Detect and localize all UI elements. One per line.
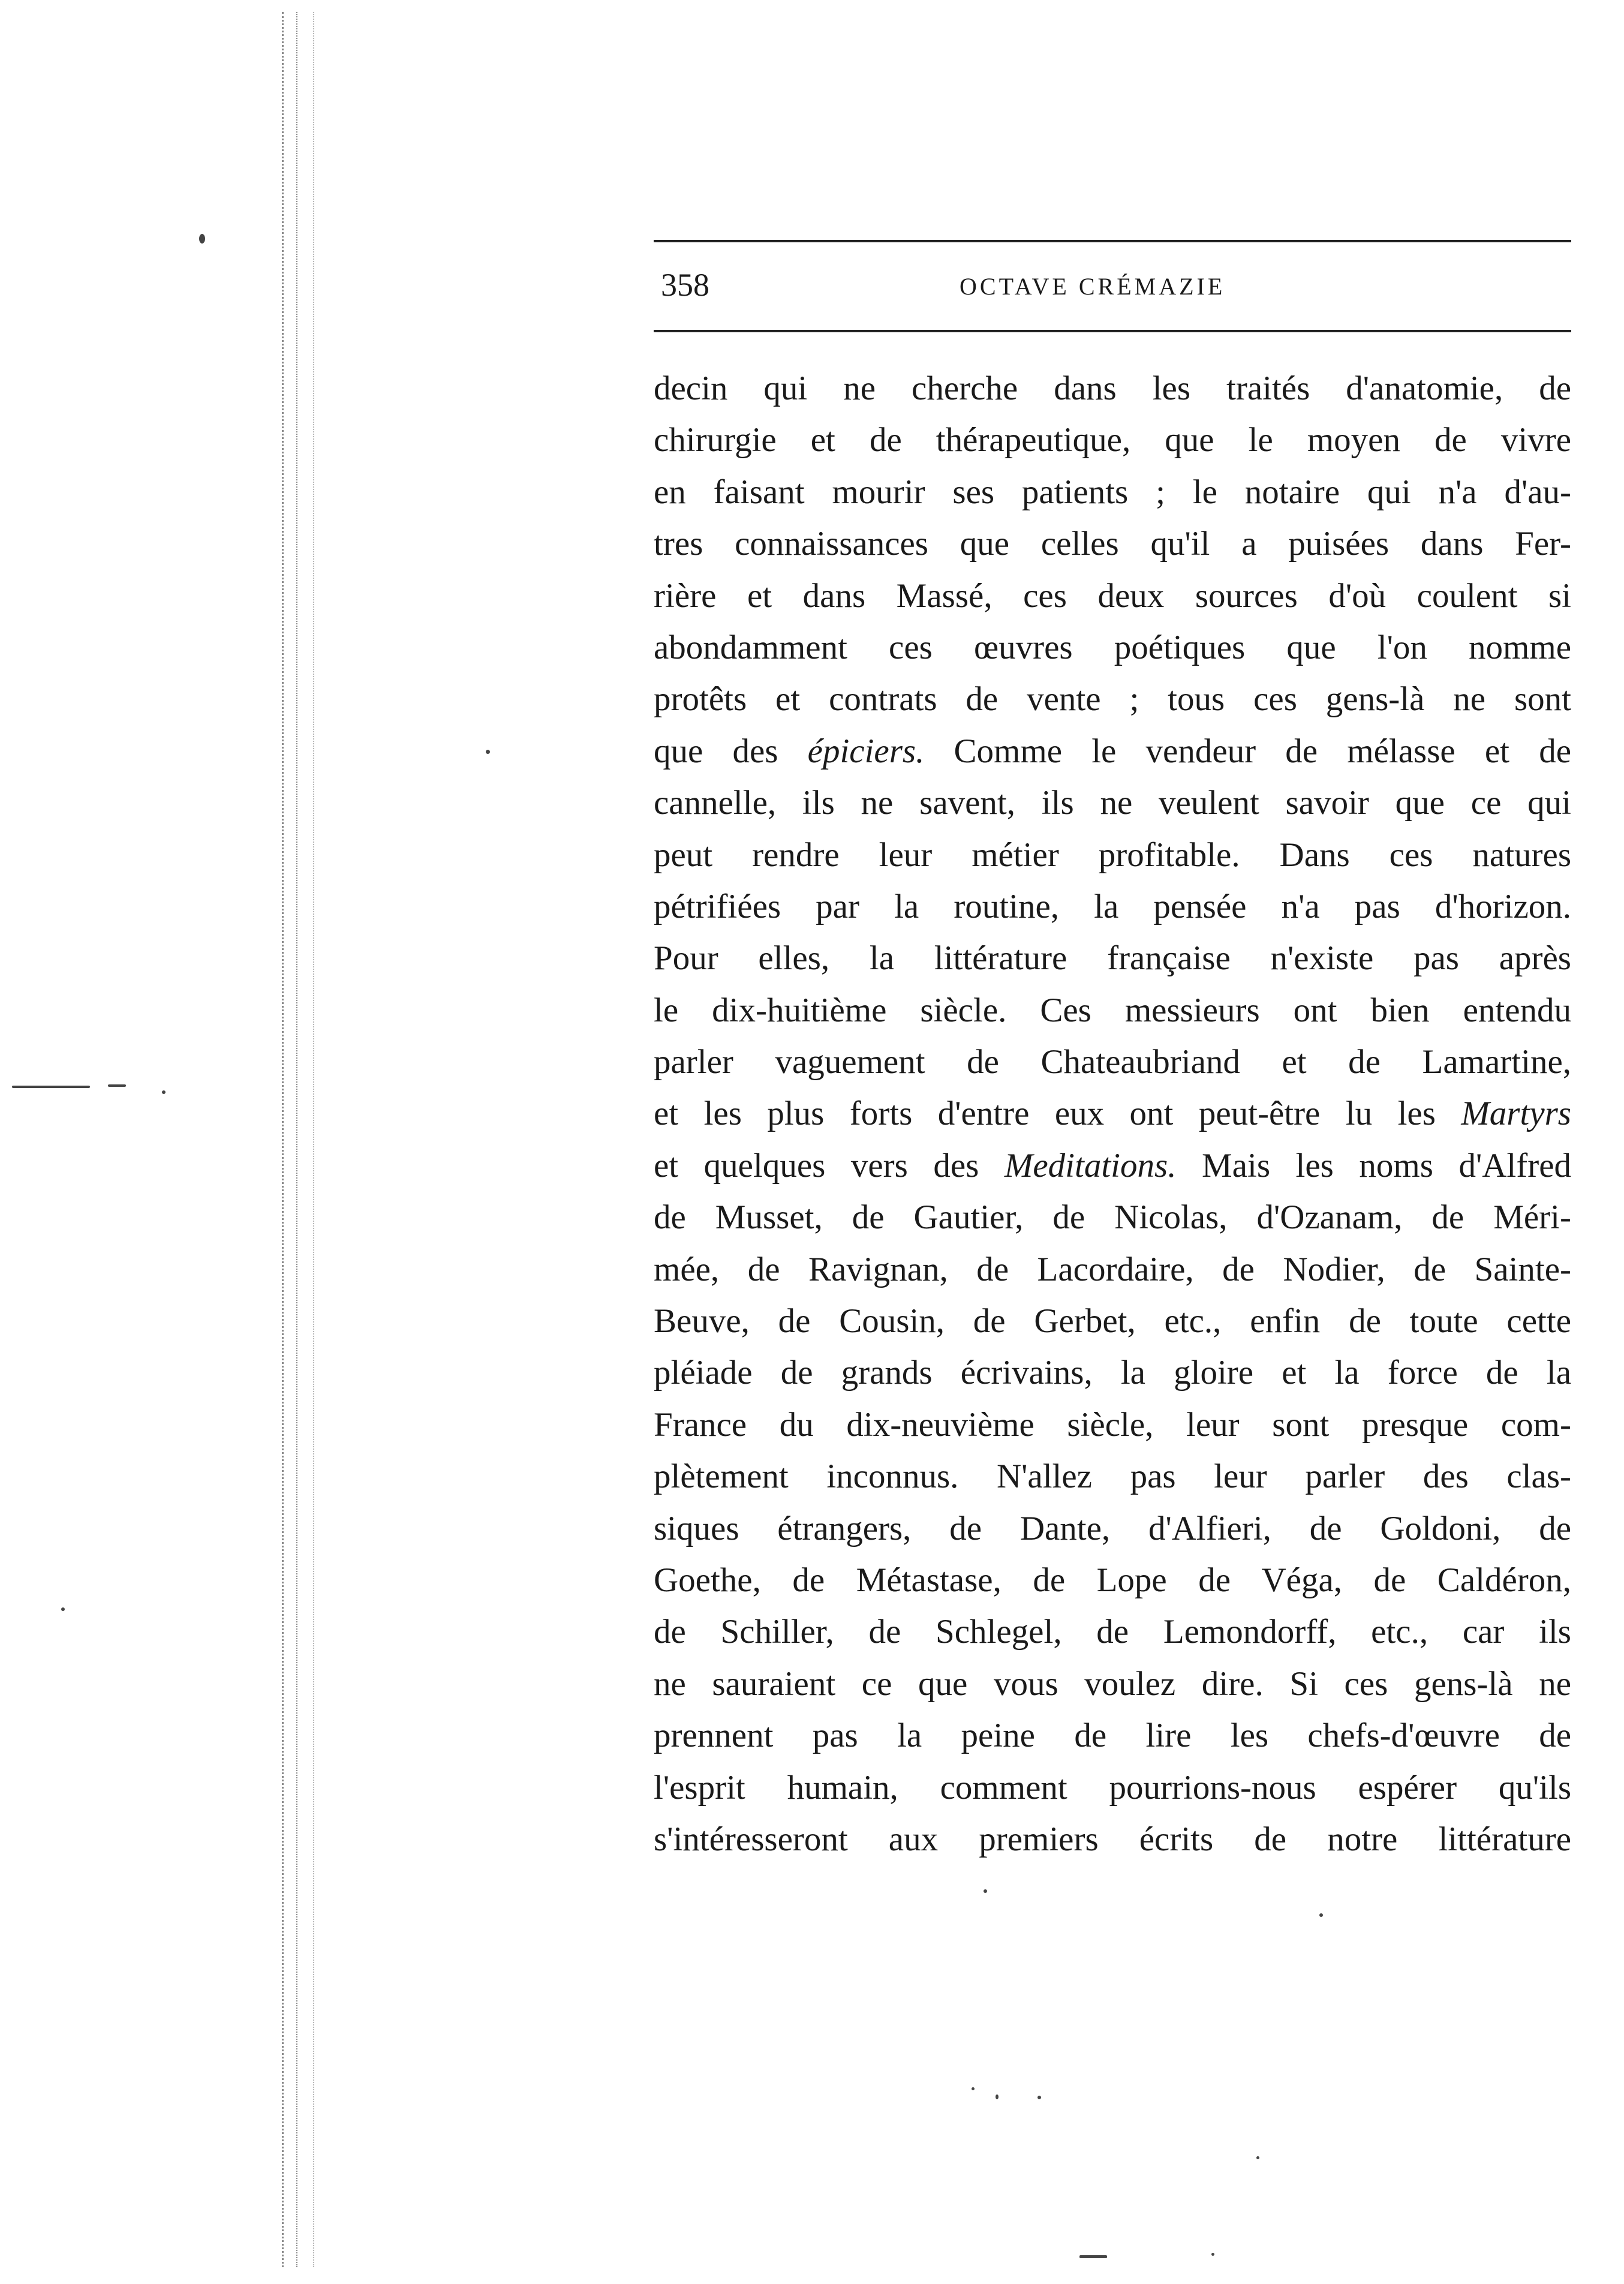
text-run: tres connaissances que celles qu'il a puisées dans Fer- xyxy=(654,525,1571,563)
text-run: protêts et contrats de vente ; tous ces gens-là ne sont xyxy=(654,680,1571,719)
text-line xyxy=(654,1555,1571,1606)
text-line xyxy=(654,985,1571,1036)
scan-speck xyxy=(1256,2156,1259,2159)
text-run: pléiade de grands écrivains, la gloire et la force de la xyxy=(654,1354,1571,1392)
text-line xyxy=(654,1192,1571,1243)
scan-speck xyxy=(972,2087,975,2090)
text-run: Comme le vendeur de mélasse et de xyxy=(924,732,1571,770)
text-run: ne sauraient ce que vous voulez dire. Si ces gens-là ne xyxy=(654,1664,1571,1703)
text-run: et les plus forts d'entre eux ont peut-être lu les xyxy=(654,1095,1461,1133)
text-run: Goethe, de Métastase, de Lope de Véga, de Caldéron, xyxy=(654,1561,1571,1599)
text-run: parler vaguement de Chateaubriand et de Lamartine, xyxy=(654,1043,1571,1081)
scan-gutter-artifact xyxy=(276,12,348,2267)
text-run: plètement inconnus. N'allez pas leur parler des clas- xyxy=(654,1457,1571,1496)
text-line xyxy=(654,570,1571,622)
running-title: OCTAVE CRÉMAZIE xyxy=(960,273,1226,300)
scan-speck xyxy=(1079,2255,1107,2258)
text-run: Mais les noms d'Alfred xyxy=(1176,1146,1572,1185)
text-run: rière et dans Massé, ces deux sources d'où coulent si xyxy=(654,576,1571,615)
text-line xyxy=(654,777,1571,829)
scan-speck xyxy=(12,1086,90,1088)
scan-speck xyxy=(984,1889,987,1893)
text-run: s'intéresseront aux premiers écrits de notre littérature xyxy=(654,1820,1571,1858)
scan-speck xyxy=(1319,1913,1323,1917)
scan-speck xyxy=(486,750,490,754)
text-run: et quelques vers des xyxy=(654,1146,1005,1185)
text-line xyxy=(654,1606,1571,1658)
text-line xyxy=(654,1762,1571,1814)
text-run: l'esprit humain, comment pourrions-nous espérer qu'ils xyxy=(654,1768,1571,1807)
page-number: 358 xyxy=(661,267,709,303)
text-line xyxy=(654,830,1571,881)
text-line xyxy=(654,1140,1571,1192)
header-rule-top xyxy=(654,240,1571,242)
text-line xyxy=(654,467,1571,518)
italic-text: épiciers. xyxy=(807,732,925,770)
text-line xyxy=(654,674,1571,725)
header-rule-bottom xyxy=(654,330,1571,332)
text-run: cannelle, ils ne savent, ils ne veulent savoir que ce qui xyxy=(654,784,1571,822)
scan-speck xyxy=(1037,2096,1041,2099)
text-line xyxy=(654,1814,1571,1865)
scan-speck xyxy=(1211,2253,1214,2256)
text-run: Beuve, de Cousin, de Gerbet, etc., enfin de toute cette xyxy=(654,1302,1571,1341)
text-line xyxy=(654,1244,1571,1296)
text-line xyxy=(654,1296,1571,1347)
italic-text: Martyrs xyxy=(1461,1095,1571,1133)
text-line xyxy=(654,1036,1571,1088)
text-line xyxy=(654,1088,1571,1140)
text-line xyxy=(654,1658,1571,1710)
text-run: de Musset, de Gautier, de Nicolas, d'Ozanam, de Méri- xyxy=(654,1198,1571,1237)
text-line xyxy=(654,726,1571,777)
italic-text: Meditations. xyxy=(1004,1146,1177,1185)
text-line xyxy=(654,1503,1571,1555)
text-run: abondamment ces œuvres poétiques que l'on nomme xyxy=(654,628,1571,666)
text-line xyxy=(654,1347,1571,1399)
text-run: le dix-huitième siècle. Ces messieurs ont bien entendu xyxy=(654,991,1571,1029)
text-run: France du dix-neuvième siècle, leur sont presque com- xyxy=(654,1405,1571,1444)
text-line xyxy=(654,363,1571,414)
text-run: siques étrangers, de Dante, d'Alfieri, de Goldoni, de xyxy=(654,1509,1571,1547)
text-line xyxy=(654,881,1571,933)
text-run: chirurgie et de thérapeutique, que le moyen de vivre xyxy=(654,421,1571,459)
scan-speck xyxy=(996,2094,999,2099)
text-line xyxy=(654,1399,1571,1451)
scan-speck xyxy=(162,1090,166,1094)
text-run: mée, de Ravignan, de Lacordaire, de Nodier, de Sainte- xyxy=(654,1250,1571,1288)
text-run: Pour elles, la littérature française n'existe pas après xyxy=(654,939,1571,978)
scan-speck xyxy=(61,1607,65,1611)
text-run: que des xyxy=(654,732,808,770)
text-line xyxy=(654,518,1571,570)
text-line xyxy=(654,414,1571,466)
text-line xyxy=(654,933,1571,984)
text-run: en faisant mourir ses patients ; le notaire qui n'a d'au- xyxy=(654,473,1571,511)
text-run: de Schiller, de Schlegel, de Lemondorff, etc., car ils xyxy=(654,1613,1571,1651)
text-line xyxy=(654,622,1571,674)
running-head xyxy=(654,263,1571,311)
text-run: prennent pas la peine de lire les chefs-d'œuvre de xyxy=(654,1717,1571,1755)
scan-dotted-line xyxy=(313,12,314,2267)
text-line xyxy=(654,1451,1571,1502)
text-run: peut rendre leur métier profitable. Dans ces natures xyxy=(654,836,1571,874)
scan-speck xyxy=(199,234,205,244)
body-text xyxy=(654,363,1571,1865)
scan-speck xyxy=(108,1084,126,1087)
scan-dotted-line xyxy=(296,12,297,2267)
text-run: pétrifiées par la routine, la pensée n'a pas d'horizon. xyxy=(654,887,1571,925)
text-line xyxy=(654,1710,1571,1762)
text-run: decin qui ne cherche dans les traités d'anatomie, de xyxy=(654,369,1571,407)
scan-dotted-line xyxy=(282,12,284,2267)
